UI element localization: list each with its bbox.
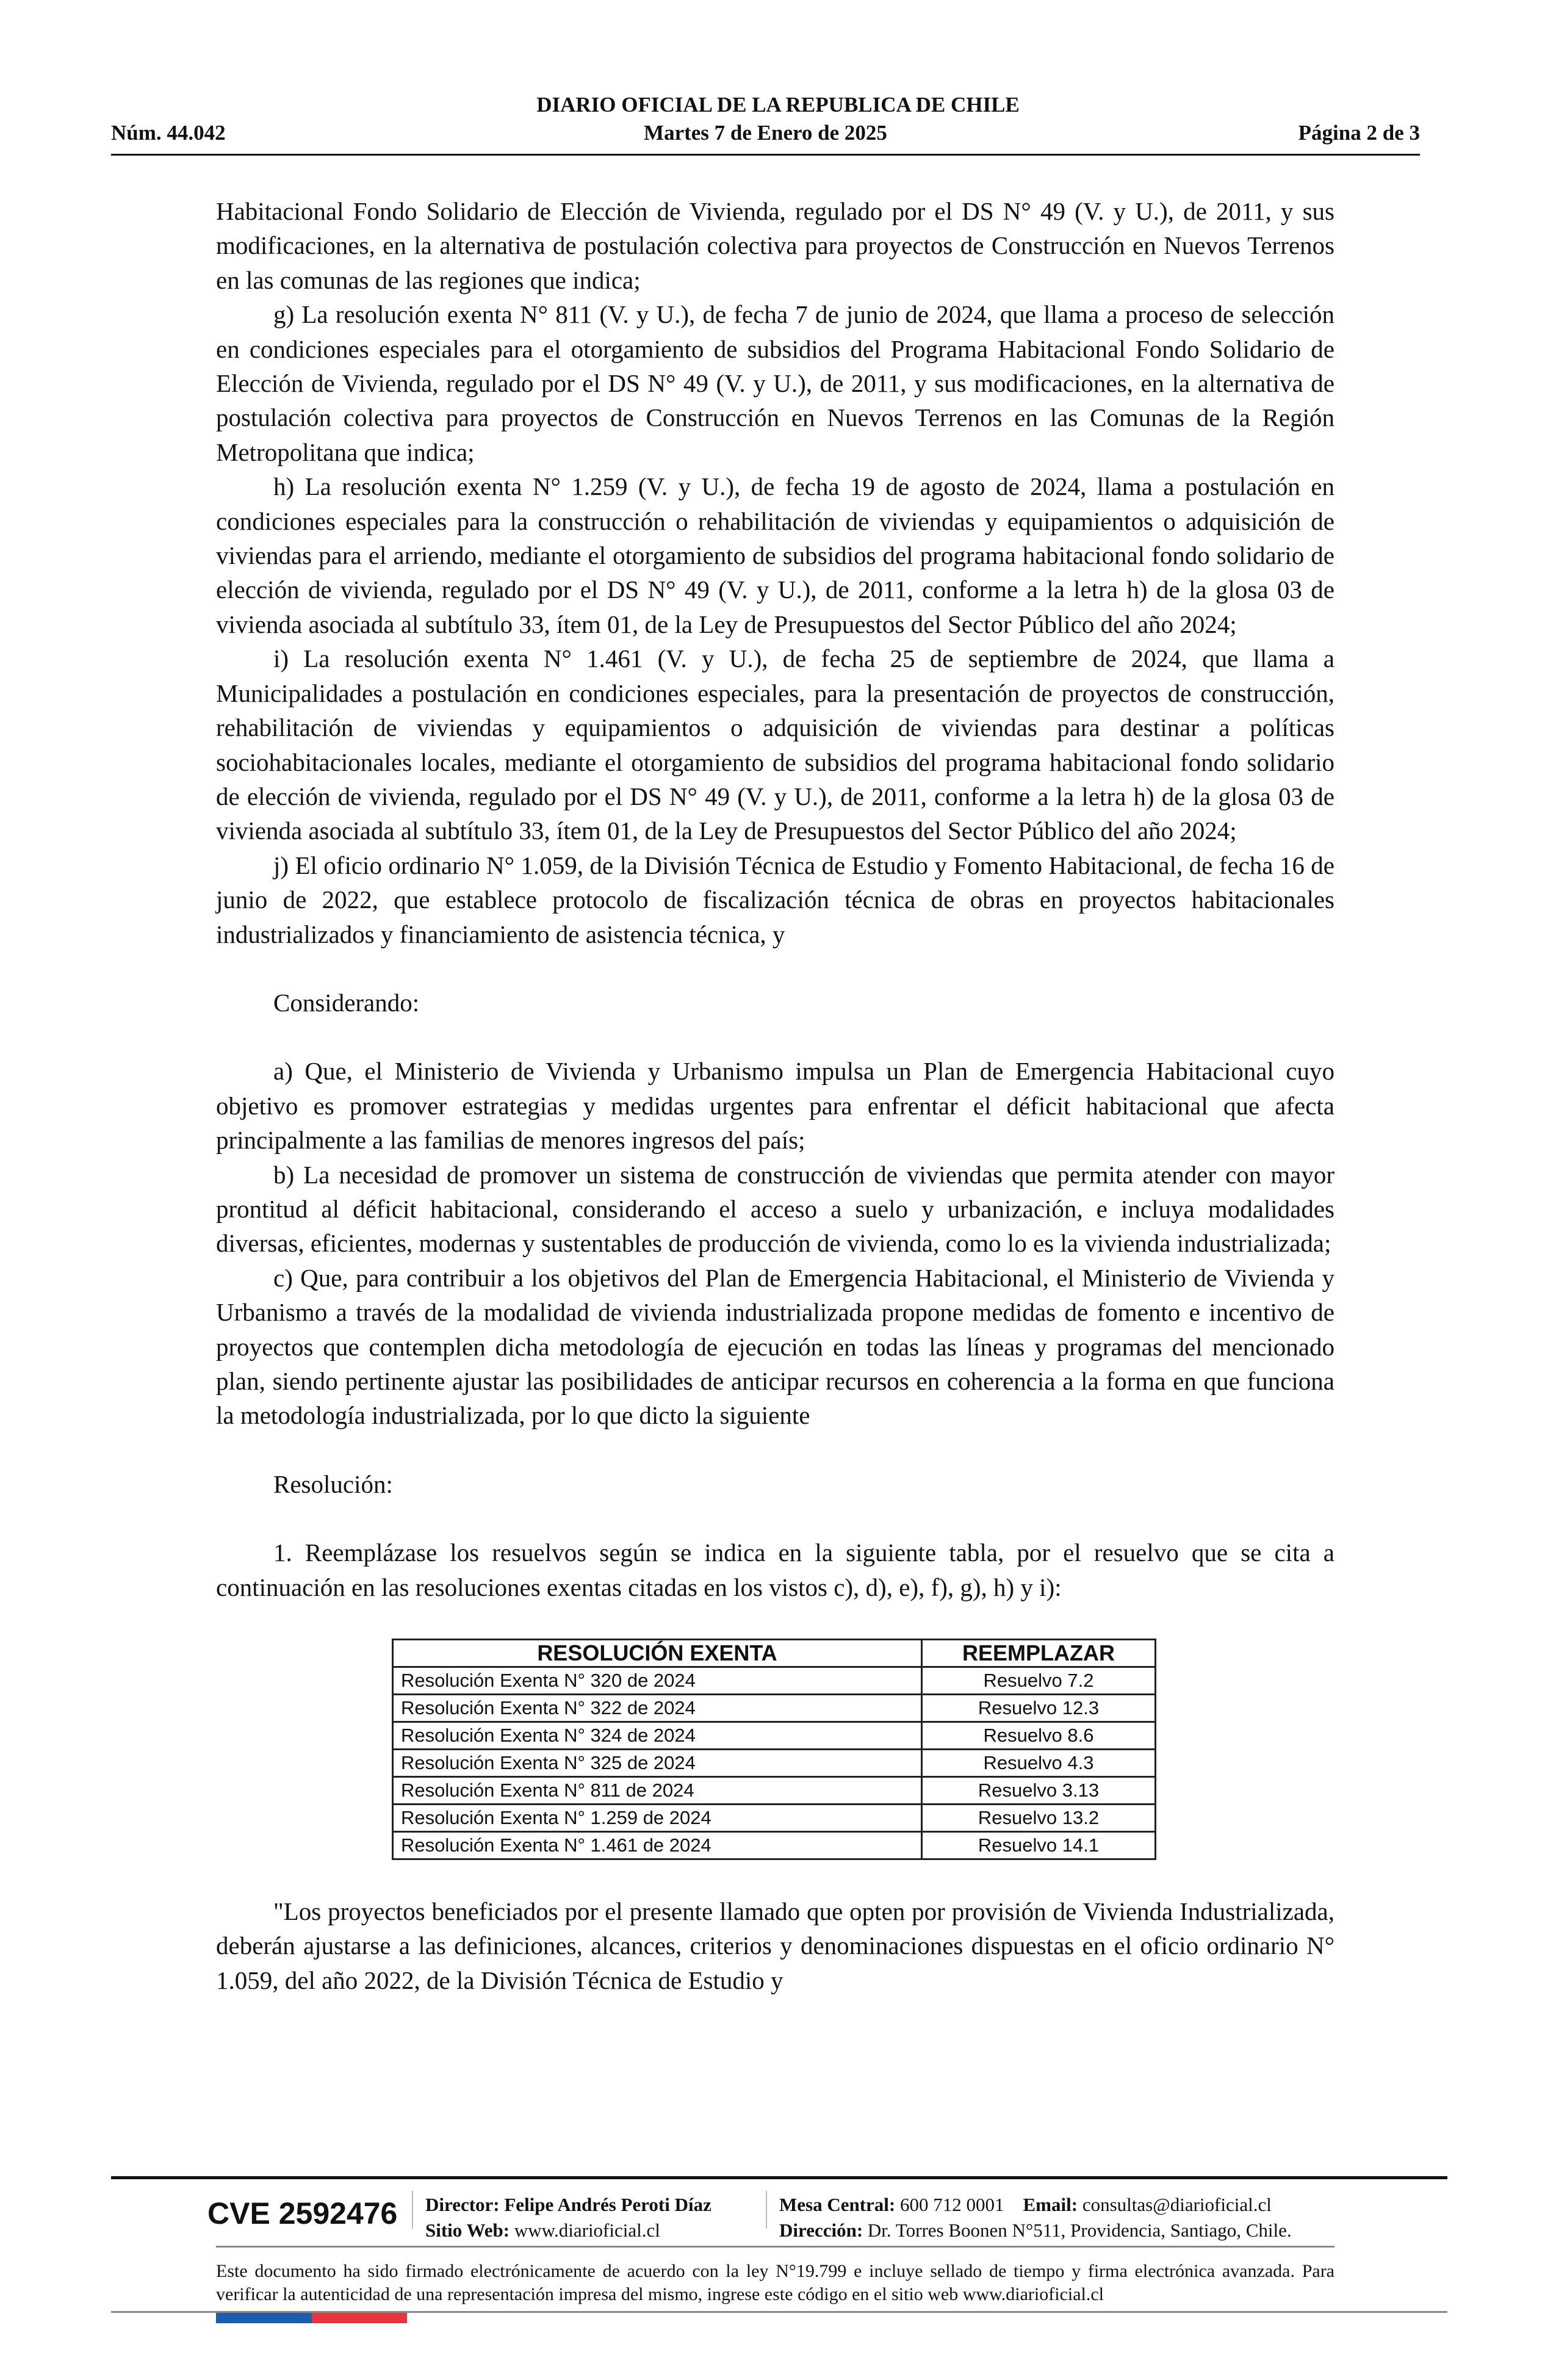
header-rule [111,154,1420,156]
paragraph: c) Que, para contribuir a los objetivos del Plan de Emergencia Habitacional, el Ministerio de Vivienda y Urbanismo a través de la modalidad de vivienda industrializada propone medidas de fomento e incentivo de proyectos que contemplen dicha metodología de ejecución en todas las líneas y programas del mencionado plan, siendo pertinente ajustar las posibilidades de anticipar recursos en coherencia a la forma en que funciona la metodología industrializada, por lo que dicto la siguiente [216,1263,1334,1430]
document-body [216,194,1334,1997]
director-name: Felipe Andrés Peroti Díaz [504,2194,711,2215]
cve-code: CVE 2592476 [207,2196,398,2230]
footer-separator [412,2191,413,2229]
table-row [393,1832,1156,1859]
footer-separator [766,2191,767,2229]
section-heading: Considerando: [273,988,420,1017]
newspaper-title: DIARIO OFICIAL DE LA REPUBLICA DE CHILE [536,93,1020,117]
table-row [393,1695,1156,1722]
footer-contact-block [779,2192,1292,2243]
table-cell: Resolución Exenta N° 811 de 2024 [393,1777,922,1805]
paragraph: Habitacional Fondo Solidario de Elección de Vivienda, regulado por el DS N° 49 (V. y U.), de 2011, y sus modificaciones, en la alternativa de postulación colectiva para proyectos de Construcción en Nuevos Terrenos en las comunas de las regiones que indica; [216,197,1334,294]
paragraph: g) La resolución exenta N° 811 (V. y U.), de fecha 7 de junio de 2024, que llama a proceso de selección en condiciones especiales para el otorgamiento de subsidios del Programa Habitacional Fondo Solidario de Elección de Vivienda, regulado por el DS N° 49 (V. y U.), de 2011, y sus modificaciones, en la alternativa de postulación colectiva para proyectos de Construcción en Nuevos Terrenos en las Comunas de la Región Metropolitana que indica; [216,300,1334,466]
table-cell: Resuelvo 13.2 [922,1805,1156,1832]
table-row [393,1667,1156,1695]
website-link[interactable]: www.diarioficial.cl [514,2220,660,2241]
flag-stripe-blue [216,2313,312,2323]
table-cell: Resolución Exenta N° 1.461 de 2024 [393,1832,922,1859]
footer-rule [216,2246,1334,2248]
paragraph: "Los proyectos beneficiados por el presente llamado que opten por provisión de Vivienda Industrializada, deberán ajustarse a las definiciones, alcances, criterios y denominaciones dispuestas en el oficio ordinario N° 1.059, del año 2022, de la División Técnica de Estudio y [216,1897,1334,1994]
table-row [393,1722,1156,1750]
table-cell: Resuelvo 4.3 [922,1750,1156,1777]
table-cell: Resolución Exenta N° 1.259 de 2024 [393,1805,922,1832]
paragraph: 1. Reemplázase los resuelvos según se indica en la siguiente tabla, por el resuelvo que se cita a continuación en las resoluciones exentas citadas en los vistos c), d), e), f), g), h) y i): [216,1538,1334,1601]
label: Director: [425,2194,500,2215]
footer-director-block [425,2192,711,2243]
table-cell: Resolución Exenta N° 322 de 2024 [393,1695,922,1722]
table-cell: Resolución Exenta N° 324 de 2024 [393,1722,922,1750]
issue-date: Martes 7 de Enero de 2025 [644,121,887,145]
table-cell: Resuelvo 7.2 [922,1667,1156,1695]
table-cell: Resuelvo 14.1 [922,1832,1156,1859]
table-cell: Resuelvo 3.13 [922,1777,1156,1805]
column-header: RESOLUCIÓN EXENTA [393,1640,922,1667]
label: Email: [1023,2194,1078,2215]
label: Mesa Central: [779,2194,896,2215]
flag-stripe-red [312,2313,407,2323]
paragraph: b) La necesidad de promover un sistema de construcción de viviendas que permita atender con mayor prontitud al déficit habitacional, considerando el acceso a suelo y urbanización, e incluya modalidades diversas, eficientes, modernas y sustentables de producción de vivienda, como lo es la vivienda industrializada; [216,1160,1334,1258]
table-cell: Resolución Exenta N° 320 de 2024 [393,1667,922,1695]
table-cell: Resuelvo 12.3 [922,1695,1156,1722]
table-row [393,1777,1156,1805]
table-row [393,1805,1156,1832]
address: Dr. Torres Boonen N°511, Providencia, Santiago, Chile. [867,2220,1292,2241]
paragraph: i) La resolución exenta N° 1.461 (V. y U.), de fecha 25 de septiembre de 2024, que llama a Municipalidades a postulación en condiciones especiales, para la presentación de proyectos de construcción, rehabilitación de viviendas y equipamientos o adquisición de viviendas para destinar a políticas sociohabitacionales locales, mediante el otorgamiento de subsidios del programa habitacional fondo solidario de elección de vivienda, regulado por el DS N° 49 (V. y U.), de 2011, conforme a la letra h) de la glosa 03 de vivienda asociada al subtítulo 33, ítem 01, de la Ley de Presupuestos del Sector Público del año 2024; [216,644,1334,845]
issue-number: Núm. 44.042 [111,121,226,145]
paragraph: a) Que, el Ministerio de Vivienda y Urbanismo impulsa un Plan de Emergencia Habitacional cuyo objetivo es promover estrategias y medidas urgentes para enfrentar el déficit habitacional que afecta principalmente a las familias de menores ingresos del país; [216,1057,1334,1155]
page-number: Página 2 de 3 [1298,121,1420,145]
phone: 600 712 0001 [900,2194,1004,2215]
label: Dirección: [779,2220,863,2241]
table-cell: Resuelvo 8.6 [922,1722,1156,1750]
section-heading: Resolución: [273,1469,393,1498]
table-cell: Resolución Exenta N° 325 de 2024 [393,1750,922,1777]
label: Sitio Web: [425,2220,510,2241]
footer-rule [111,2176,1447,2179]
column-header: REEMPLAZAR [922,1640,1156,1667]
legal-notice: Este documento ha sido firmado electrónicamente de acuerdo con la ley N°19.799 e incluye sellado de tiempo y firma electrónica avanzada. Para verificar la autenticidad de una representación impresa del mismo, ingrese este código en el sitio web www.diarioficial.cl [216,2261,1334,2304]
email-link[interactable]: consultas@diarioficial.cl [1082,2194,1272,2215]
paragraph: j) El oficio ordinario N° 1.059, de la División Técnica de Estudio y Fomento Habitacional, de fecha 16 de junio de 2022, que establece protocolo de fiscalización técnica de obras en proyectos habitacionales industrializados y financiamiento de asistencia técnica, y [216,851,1334,948]
table-row [393,1750,1156,1777]
replacement-table [392,1639,1156,1860]
paragraph: h) La resolución exenta N° 1.259 (V. y U.), de fecha 19 de agosto de 2024, llama a postulación en condiciones especiales para la construcción o rehabilitación de viviendas y equipamientos o adquisición de viviendas para el arriendo, mediante el otorgamiento de subsidios del programa habitacional fondo solidario de elección de vivienda, regulado por el DS N° 49 (V. y U.), de 2011, conforme a la letra h) de la glosa 03 de vivienda asociada al subtítulo 33, ítem 01, de la Ley de Presupuestos del Sector Público del año 2024; [216,472,1334,638]
table-header-row [393,1640,1156,1667]
